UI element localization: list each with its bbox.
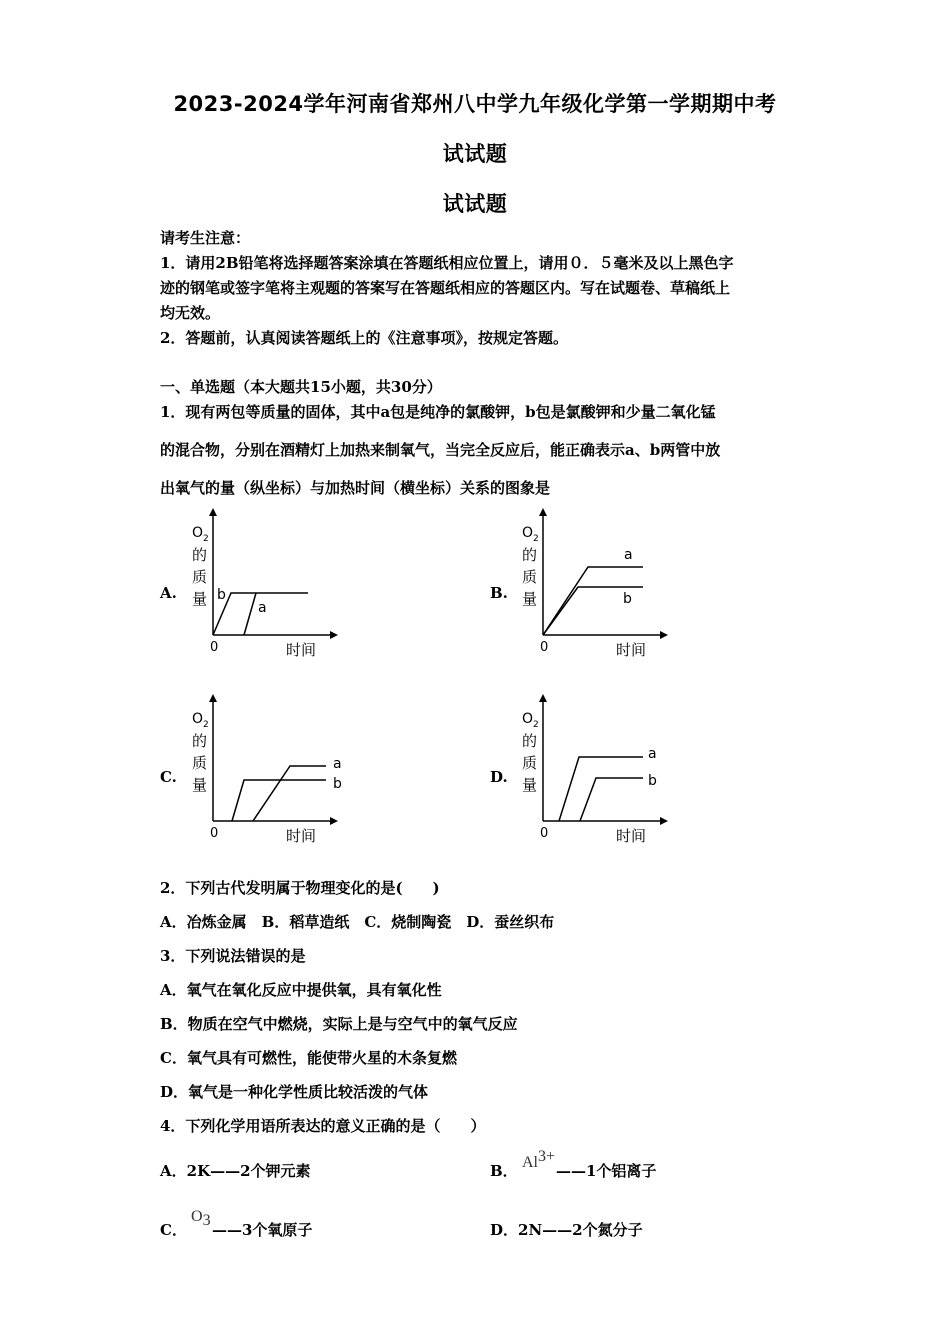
section-heading: 一、单选题（本大题共15小题，共30分） bbox=[160, 378, 442, 396]
svg-text:时间: 时间 bbox=[616, 827, 647, 845]
q1-graph-a bbox=[188, 508, 338, 663]
q3-option-c[interactable]: C．氧气具有可燃性，能使带火星的木条复燃 bbox=[160, 1049, 457, 1067]
svg-text:质: 质 bbox=[522, 754, 538, 772]
q1-graph-d bbox=[518, 694, 668, 849]
q2-stem: 2．下列古代发明属于物理变化的是( ) bbox=[160, 879, 440, 897]
q4-stem: 4．下列化学用语所表达的意义正确的是（ ） bbox=[160, 1117, 486, 1135]
svg-text:2: 2 bbox=[533, 720, 539, 730]
svg-text:质: 质 bbox=[192, 754, 208, 772]
page-subtitle: 试试题 bbox=[442, 192, 508, 216]
q4-option-d[interactable]: D．2N——2个氮分子 bbox=[490, 1221, 643, 1239]
notice-item1-line3: 均无效。 bbox=[160, 304, 221, 322]
svg-text:量: 量 bbox=[192, 776, 208, 794]
q4-option-c[interactable]: C． bbox=[160, 1221, 187, 1239]
q1-line2: 的混合物，分别在酒精灯上加热来制氧气，当完全反应后，能正确表示a、b两管中放 bbox=[160, 441, 721, 459]
notice-item1-line1: 1．请用2B铅笔将选择题答案涂填在答题纸相应位置上，请用０．５毫米及以上黑色字 bbox=[160, 254, 734, 272]
q3-stem: 3．下列说法错误的是 bbox=[160, 947, 306, 965]
q4-option-b-symbol: Al3+ bbox=[522, 1148, 556, 1171]
svg-text:2: 2 bbox=[533, 534, 539, 544]
series-a-label: a bbox=[648, 746, 657, 762]
q1-line1: 1．现有两包等质量的固体，其中a包是纯净的氯酸钾，b包是氯酸钾和少量二氧化锰 bbox=[160, 403, 716, 421]
svg-text:0: 0 bbox=[210, 826, 219, 841]
series-a-line bbox=[253, 766, 326, 821]
origin-label: 0 bbox=[210, 640, 219, 655]
q1-option-a-letter[interactable]: A. bbox=[160, 584, 177, 602]
q3-option-a[interactable]: A．氧气在氧化反应中提供氧，具有氧化性 bbox=[160, 981, 442, 999]
svg-text:的: 的 bbox=[522, 546, 538, 564]
svg-text:0: 0 bbox=[540, 826, 549, 841]
svg-text:量: 量 bbox=[522, 776, 538, 794]
q1-graph-c bbox=[188, 694, 342, 849]
notice-item1-line2: 迹的钢笔或签字笔将主观题的答案写在答题纸相应的答题区内。写在试题卷、草稿纸上 bbox=[160, 279, 731, 297]
svg-text:时间: 时间 bbox=[616, 641, 647, 659]
notice-item2: 2．答题前，认真阅读答题纸上的《注意事项》，按规定答题。 bbox=[160, 329, 568, 347]
svg-text:的: 的 bbox=[192, 546, 208, 564]
svg-text:质: 质 bbox=[192, 568, 208, 586]
q1-line3: 出氧气的量（纵坐标）与加热时间（横坐标）关系的图象是 bbox=[160, 479, 551, 497]
q4-option-a[interactable]: A．2K——2个钾元素 bbox=[160, 1162, 311, 1180]
q4-option-c-symbol: O3 bbox=[191, 1208, 211, 1229]
q3-option-b[interactable]: B．物质在空气中燃烧，实际上是与空气中的氧气反应 bbox=[160, 1015, 518, 1033]
svg-text:质: 质 bbox=[522, 568, 538, 586]
q2-options[interactable]: A．冶炼金属 B．稻草造纸 C．烧制陶瓷 D．蚕丝织布 bbox=[160, 913, 555, 931]
series-b-label: b bbox=[648, 773, 657, 789]
series-b-label: b bbox=[623, 591, 632, 607]
q3-option-d[interactable]: D．氧气是一种化学性质比较活泼的气体 bbox=[160, 1083, 429, 1101]
svg-text:量: 量 bbox=[522, 590, 538, 608]
series-b-line bbox=[580, 778, 643, 821]
svg-text:的: 的 bbox=[192, 732, 208, 750]
svg-text:0: 0 bbox=[540, 640, 549, 655]
series-a-line bbox=[559, 757, 643, 821]
series-a-label: a bbox=[624, 547, 633, 563]
q4-option-b[interactable]: B． bbox=[490, 1162, 518, 1180]
svg-text:的: 的 bbox=[522, 732, 538, 750]
svg-text:O: O bbox=[522, 711, 534, 727]
y-axis-label-o: O bbox=[192, 525, 204, 541]
svg-text:O: O bbox=[522, 525, 534, 541]
series-b-line bbox=[232, 780, 326, 821]
q1-graph-b bbox=[518, 508, 668, 663]
series-b-label: b bbox=[217, 587, 226, 603]
svg-text:2: 2 bbox=[203, 720, 209, 730]
svg-text:2: 2 bbox=[203, 534, 209, 544]
series-a-label: a bbox=[258, 600, 267, 616]
page-title-line2: 试试题 bbox=[442, 142, 508, 166]
svg-text:O: O bbox=[192, 711, 204, 727]
series-a-label: a bbox=[333, 756, 342, 772]
series-a-line bbox=[244, 593, 256, 635]
svg-text:时间: 时间 bbox=[286, 827, 317, 845]
notice-heading: 请考生注意： bbox=[160, 229, 251, 247]
q4-option-b-text: ——1个铝离子 bbox=[556, 1162, 657, 1180]
x-axis-label: 时间 bbox=[286, 641, 317, 659]
q1-option-d-letter[interactable]: D. bbox=[490, 768, 508, 786]
q1-option-b-letter[interactable]: B. bbox=[490, 584, 508, 602]
series-b-label: b bbox=[333, 776, 342, 792]
q1-option-c-letter[interactable]: C. bbox=[160, 768, 177, 786]
q4-option-c-text: ——3个氧原子 bbox=[212, 1221, 313, 1239]
svg-text:量: 量 bbox=[192, 590, 208, 608]
page-title: 2023-2024学年河南省郑州八中学九年级化学第一学期期中考 bbox=[173, 92, 777, 116]
